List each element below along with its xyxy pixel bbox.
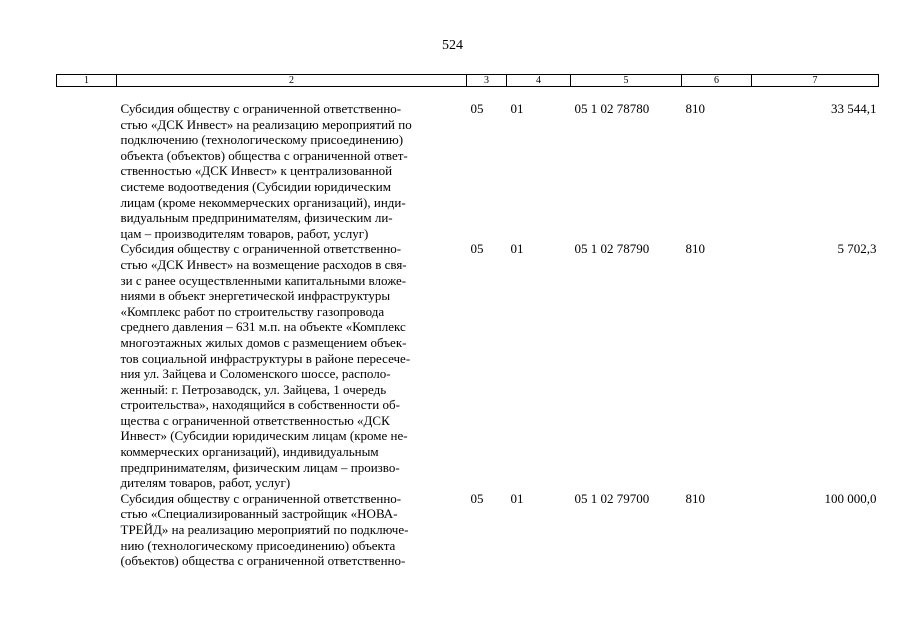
target-code-cell: 05 1 02 79700 xyxy=(574,490,650,506)
target-code-cell: 05 1 02 78790 xyxy=(574,241,650,257)
column-header-6: 6 xyxy=(682,75,752,87)
table-row xyxy=(57,491,879,569)
subsection-cell: 01 xyxy=(510,241,524,257)
column-header-7: 7 xyxy=(752,75,879,87)
description-cell: Субсидия обществу с ограниченной ответственно- стью «ДСК Инвест» на реализацию мероприятий по подключению (технологическому присоединению) объекта (объектов) общества с ограниченной ответ- ственностью «ДСК Инвест» к централизованной системе водоотведения (Субсидии юридическим лицам (кроме некоммерческих организаций), инди- видуальным предпринимателям, физическим ли- цам – производителям товаров, работ, услуг) xyxy=(120,101,412,241)
expense-type-cell: 810 xyxy=(685,490,705,506)
description-cell: Субсидия обществу с ограниченной ответственно- стью «ДСК Инвест» на возмещение расходов в свя- зи с ранее осуществленными капитальными вложе- ниями в объект энергетической инфраструктуры «Комплекс работ по строительству газопровода среднего давления – 631 м.п. на объекте «Комплекс многоэтажных жилых домов с размещением объек- тов социальной инфраструктуры в районе пересече- ния ул. Зайцева и Соломенского шоссе, располо- женный: г. Петрозаводск, ул. Зайцева, 1 очередь строительства», находящийся в собственности об- щества с ограниченной ответственностью «ДСК Инвест» (Субсидии юридическим лицам (кроме не- коммерческих организаций), индивидуальным предпринимателям, физическим лицам – произво- дителям товаров, работ, услуг) xyxy=(120,241,411,491)
section-cell: 05 xyxy=(470,241,484,257)
subsection-cell: 01 xyxy=(510,490,524,506)
table-row xyxy=(57,87,879,242)
table-header-row xyxy=(57,75,879,87)
table-row xyxy=(57,241,879,491)
amount-cell: 5 702,3 xyxy=(837,241,877,257)
row-number-cell xyxy=(57,241,117,491)
subsection-cell: 01 xyxy=(510,101,524,116)
amount-cell: 100 000,0 xyxy=(824,490,877,506)
column-header-2: 2 xyxy=(117,75,467,87)
description-cell: Субсидия обществу с ограниченной ответственно- стью «Специализированный застройщик «НОВА- ТРЕЙД» на реализацию мероприятий по подключе- нию (технологическому присоединению) объекта (объектов) общества с ограниченной ответственно- xyxy=(120,490,409,569)
target-code-cell: 05 1 02 78780 xyxy=(574,101,650,116)
section-cell: 05 xyxy=(470,490,484,506)
row-number-cell xyxy=(57,87,117,242)
expense-type-cell: 810 xyxy=(685,241,705,257)
section-cell: 05 xyxy=(470,101,484,116)
column-header-4: 4 xyxy=(507,75,571,87)
budget-table xyxy=(56,74,879,569)
page-number: 524 xyxy=(442,38,463,53)
column-header-3: 3 xyxy=(467,75,507,87)
row-number-cell xyxy=(57,491,117,569)
amount-cell: 33 544,1 xyxy=(831,101,877,116)
column-header-1: 1 xyxy=(57,75,117,87)
column-header-5: 5 xyxy=(571,75,682,87)
expense-type-cell: 810 xyxy=(685,101,705,116)
